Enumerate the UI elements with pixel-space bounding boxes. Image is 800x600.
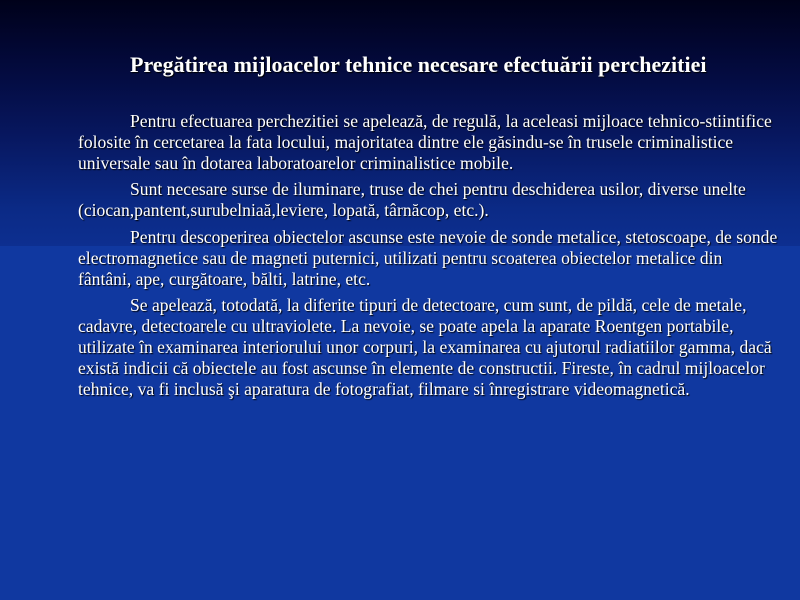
paragraph-detectors: Se apelează, totodată, la diferite tipuri de detectoare, cum sunt, de pildă, cele de metale, cadavre, detectoarele cu ultraviolete. La nevoie, se poate apela la aparate Roentgen portabile, utilizate în examinarea interiorului unor corpuri, la examinarea cu ajutorul radiatiilor gamma, dacă există indicii că obiectele au fost ascunse în elemente de constructii. Fireste, în cadrul mijloacelor tehnice, va fi inclusă şi aparatura de fotografiat, filmare si înregistrare videomagnetică. [78, 295, 772, 399]
paragraph-technical-means: Pentru efectuarea perchezitiei se apelează, de regulă, la aceleasi mijloace tehnico-stiintifice folosite în cercetarea la fata locului, majoritatea dintre ele găsindu-se în trusele criminalistice universale sau în dotarea laboratoarelor criminalistice mobile. [78, 111, 772, 173]
slide-title: Pregătirea mijloacelor tehnice necesare efectuării perchezitiei [130, 52, 707, 77]
paragraph-hidden-objects: Pentru descoperirea obiectelor ascunse este nevoie de sonde metalice, stetoscoape, de sonde electromagnetice sau de magneti puternici, utilizati pentru scoaterea obiectelor metalice din fântâni, ape, curgătoare, bălti, latrine, etc. [78, 226, 778, 289]
slide-text-box [78, 52, 778, 405]
paragraph-lighting-tools: Sunt necesare surse de iluminare, truse de chei pentru deschiderea usilor, diverse unelte (ciocan,pantent,surubelniaă,leviere, lopată, târnăcop, etc.). [78, 179, 746, 221]
